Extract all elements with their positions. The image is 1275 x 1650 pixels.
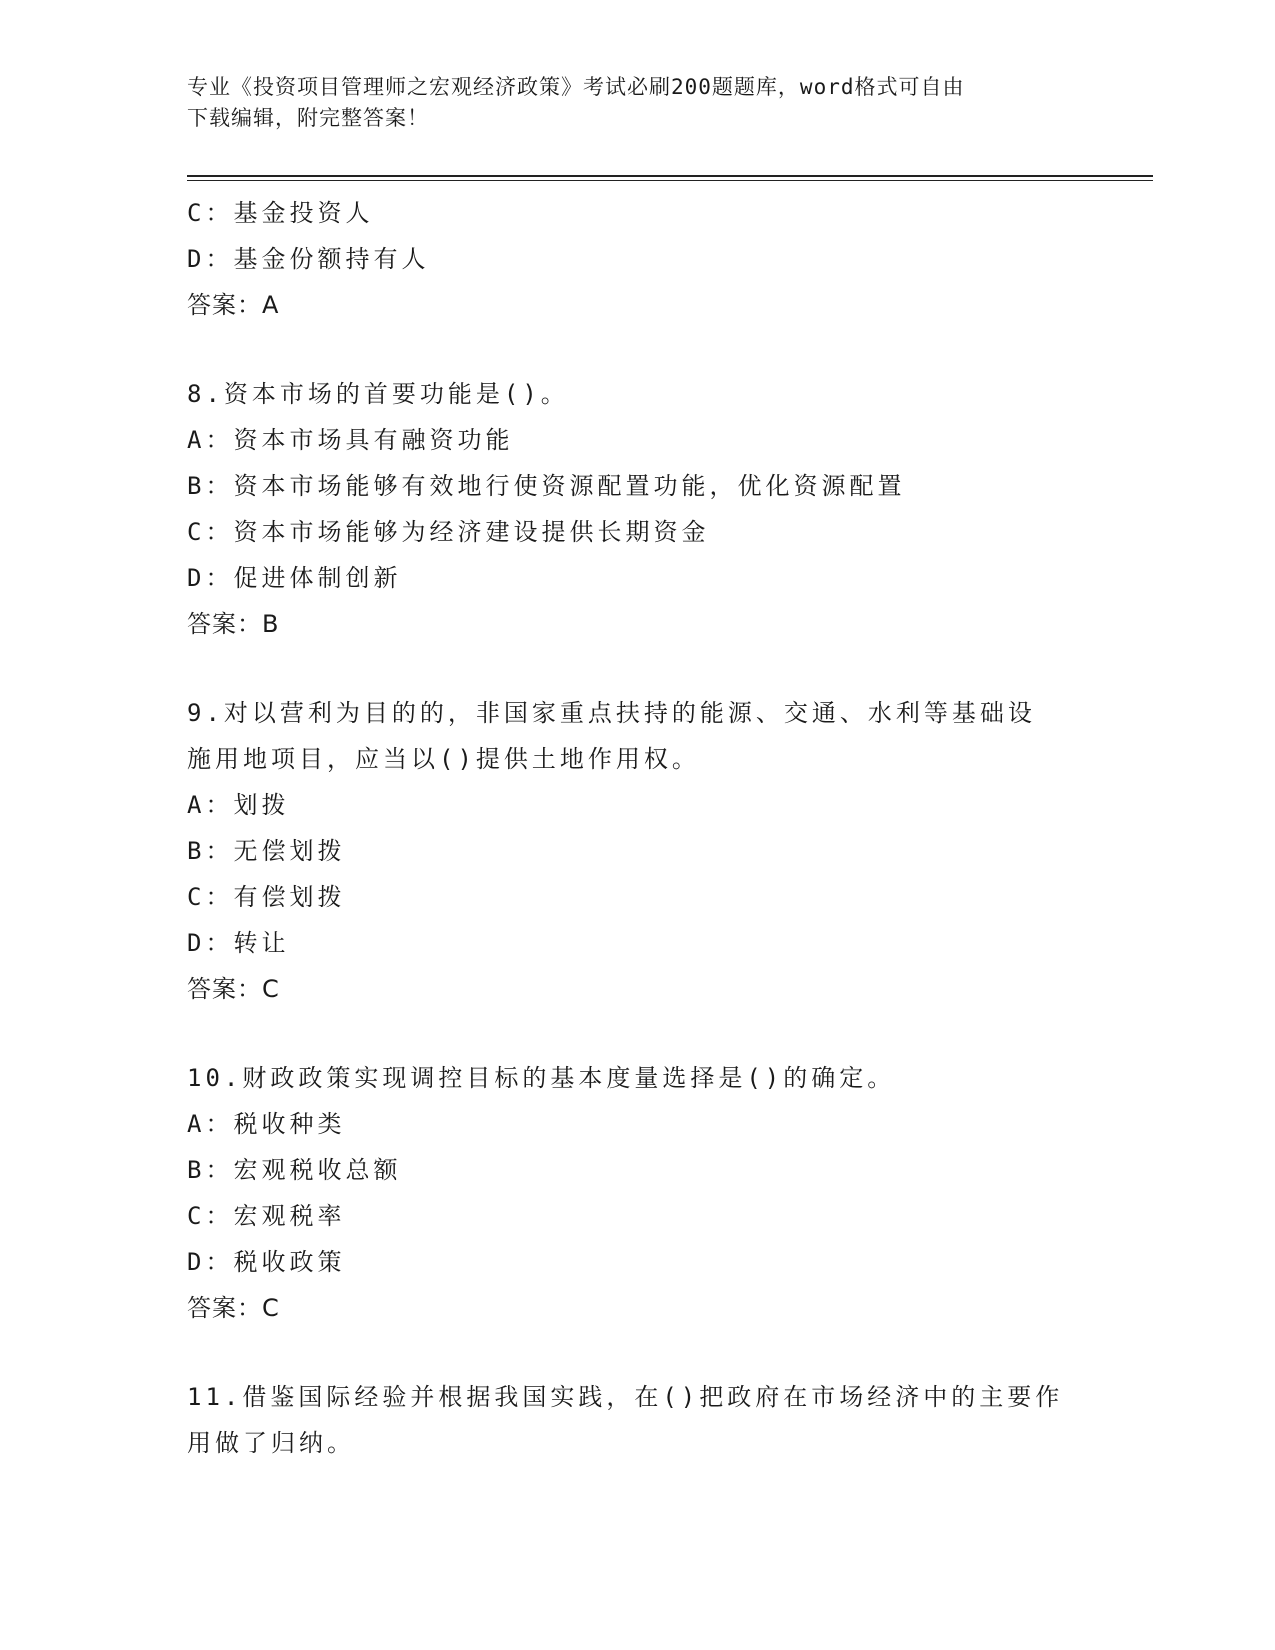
header-divider	[187, 175, 1153, 181]
question-11	[187, 1374, 1087, 1466]
spacer	[187, 328, 1087, 371]
option-d: D：转让	[187, 929, 290, 957]
spacer	[187, 647, 1087, 690]
question-stem: 8.资本市场的首要功能是()。	[187, 380, 569, 408]
option-d: D：税收政策	[187, 1248, 346, 1276]
option-a: A：资本市场具有融资功能	[187, 426, 514, 454]
question-8	[187, 371, 1087, 647]
question-9	[187, 690, 1087, 1012]
header-line-2: 下载编辑，附完整答案！	[187, 106, 429, 130]
answer: 答案：C	[187, 975, 280, 1003]
option-c: C：有偿划拨	[187, 883, 346, 911]
question-list	[187, 190, 1087, 1466]
question-7-tail	[187, 190, 1087, 328]
answer: 答案：A	[187, 291, 280, 319]
header-line-1: 专业《投资项目管理师之宏观经济政策》考试必刷200题题库，word格式可自由	[187, 75, 965, 99]
question-stem-line-1: 11.借鉴国际经验并根据我国实践，在()把政府在市场经济中的主要作	[187, 1383, 1064, 1411]
option-c: C：基金投资人	[187, 199, 374, 227]
spacer	[187, 1012, 1087, 1055]
option-a: A：税收种类	[187, 1110, 346, 1138]
question-stem-line-1: 9.对以营利为目的的，非国家重点扶持的能源、交通、水利等基础设	[187, 699, 1036, 727]
option-c: C：资本市场能够为经济建设提供长期资金	[187, 518, 710, 546]
option-d: D：促进体制创新	[187, 564, 402, 592]
option-a: A：划拨	[187, 791, 290, 819]
option-b: B：资本市场能够有效地行使资源配置功能，优化资源配置	[187, 472, 906, 500]
option-b: B：宏观税收总额	[187, 1156, 402, 1184]
question-stem-line-2: 施用地项目，应当以()提供土地作用权。	[187, 745, 700, 773]
option-b: B：无偿划拨	[187, 837, 346, 865]
question-stem: 10.财政政策实现调控目标的基本度量选择是()的确定。	[187, 1064, 896, 1092]
answer: 答案：C	[187, 1294, 280, 1322]
spacer	[187, 1331, 1087, 1374]
option-d: D：基金份额持有人	[187, 245, 430, 273]
document-header	[187, 72, 1087, 134]
question-stem-line-2: 用做了归纳。	[187, 1429, 355, 1457]
question-10	[187, 1055, 1087, 1331]
option-c: C：宏观税率	[187, 1202, 346, 1230]
answer: 答案：B	[187, 610, 280, 638]
